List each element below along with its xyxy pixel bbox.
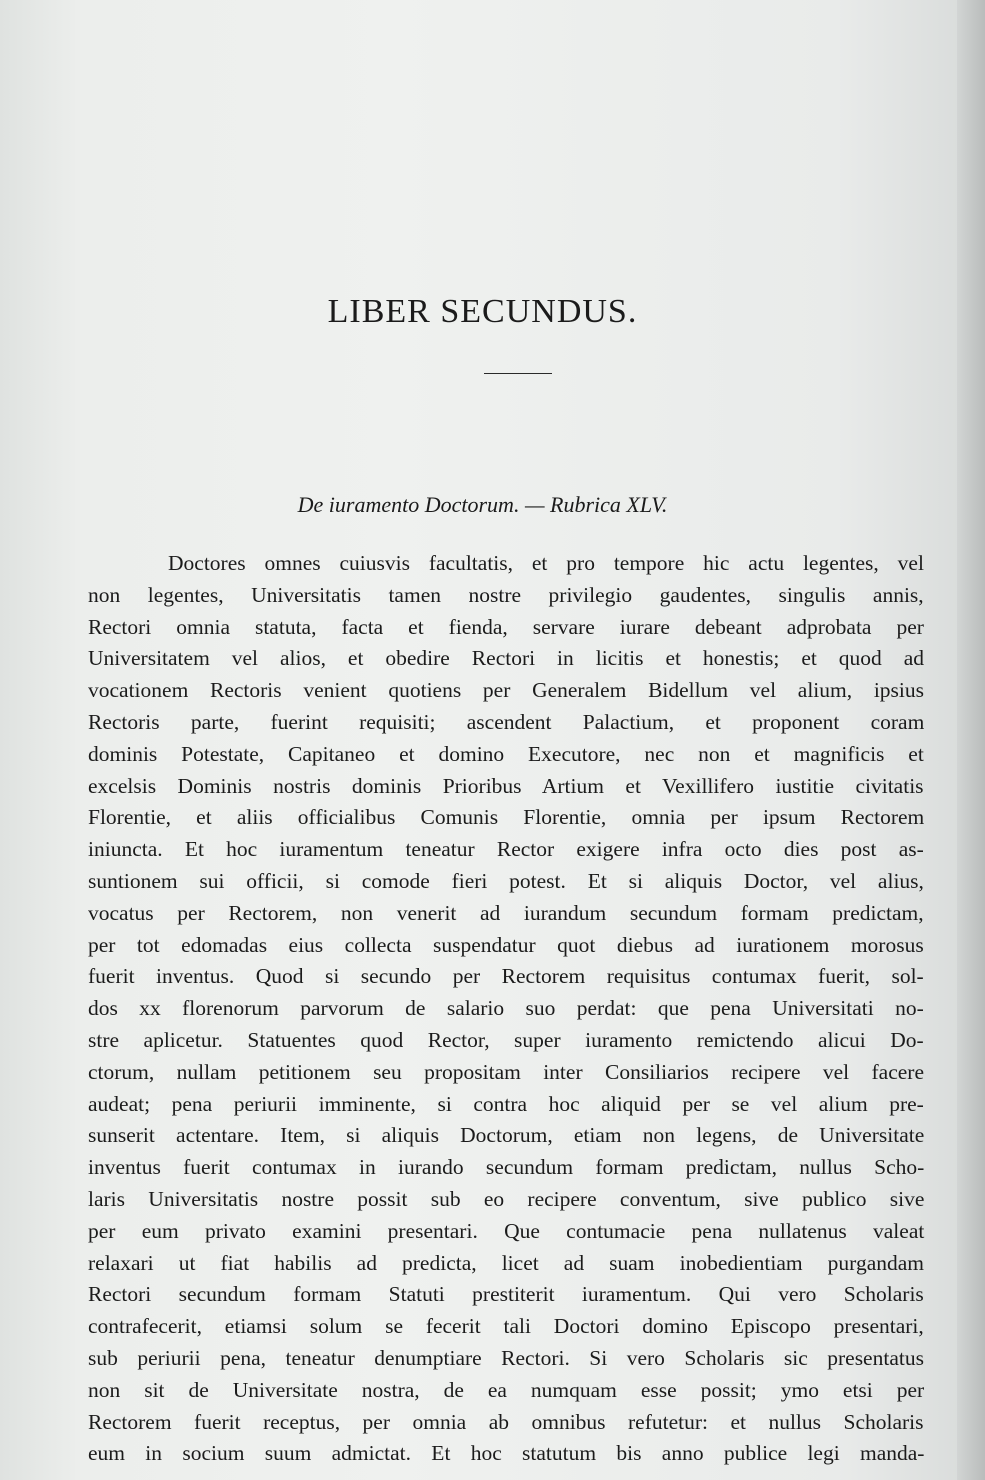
page-edge-shadow [957, 0, 985, 1480]
text-line: relaxari ut fiat habilis ad predicta, licet ad suam inobedientiam purgandam [88, 1250, 925, 1275]
text-line: fuerit inventus. Quod si secundo per Rectorem requisitus contumax fuerit, sol- [88, 964, 924, 989]
text-line: suntionem sui officii, si comode fieri potest. Et si aliquis Doctor, vel alius, [88, 868, 924, 893]
text-line: inventus fuerit contumax in iurando secundum formam predictam, nullus Scho- [88, 1155, 925, 1180]
text-line: Rectori secundum formam Statuti prestiterit iuramentum. Qui vero Scholaris [88, 1282, 924, 1307]
show-through-text [90, 90, 930, 610]
text-line: laris Universitatis nostre possit sub eo recipere conventum, sive publico sive [88, 1186, 925, 1211]
text-line: Rectorem fuerit receptus, per omnia ab omnibus refutetur: et nullus Scholaris [88, 1409, 924, 1434]
text-line: stre aplicetur. Statuentes quod Rector, super iuramento remictendo alicui Do- [88, 1027, 924, 1052]
text-line: sunserit actentare. Item, si aliquis Doctorum, etiam non legens, de Universitate [88, 1123, 925, 1148]
rubric-heading: De iuramento Doctorum. — Rubrica XLV. [297, 492, 668, 517]
text-line: Florentie, et aliis officialibus Comunis Florentie, omnia per ipsum Rectorem [88, 805, 925, 830]
text-line: Doctores omnes cuiusvis facultatis, et pro tempore hic actu legentes, vel [168, 551, 924, 575]
text-line: Rectoris parte, fuerint requisiti; ascendent Palactium, et proponent coram [88, 709, 925, 734]
text-line: vocatus per Rectorem, non venerit ad iurandum secundum formam predictam, [88, 900, 924, 925]
text-line: per eum privato examini presentari. Que contumacie pena nullatenus valeat [88, 1218, 925, 1243]
body-text [88, 548, 924, 1470]
book-title: LIBER SECUNDUS. [327, 293, 638, 330]
text-line: per tot edomadas eius collecta suspendatur quot diebus ad iurationem morosus [88, 932, 924, 957]
text-line: ctorum, nullam petitionem seu propositam inter Consiliarios recipere vel facere [88, 1059, 925, 1084]
text-line: iniuncta. Et hoc iuramentum teneatur Rector exigere infra octo dies post as- [88, 837, 924, 862]
text-line: dominis Potestate, Capitaneo et domino Executore, nec non et magnificis et [88, 741, 924, 766]
text-line: excelsis Dominis nostris dominis Prioribus Artium et Vexillifero iustitie civitatis [88, 773, 924, 798]
text-line: eum in socium suum admictat. Et hoc statutum bis anno publice legi manda- [88, 1441, 925, 1466]
title-rule [484, 373, 552, 374]
text-line: dos xx florenorum parvorum de salario suo perdat: que pena Universitati no- [88, 996, 924, 1021]
text-line: non sit de Universitate nostra, de ea numquam esse possit; ymo etsi per [88, 1377, 925, 1402]
text-line: contrafecerit, etiamsi solum se fecerit tali Doctori domino Episcopo presentari, [88, 1314, 924, 1339]
text-line: non legentes, Universitatis tamen nostre privilegio gaudentes, singulis annis, [88, 582, 924, 607]
text-line: sub periurii pena, teneatur denumptiare Rectori. Si vero Scholaris sic presentatus [88, 1345, 924, 1370]
text-line: Universitatem vel alios, et obedire Rectori in licitis et honestis; et quod ad [88, 646, 925, 671]
text-line: Rectori omnia statuta, facta et fienda, servare iurare debeant adprobata per [88, 614, 924, 639]
text-line: vocationem Rectoris venient quotiens per Generalem Bidellum vel alium, ipsius [88, 678, 924, 703]
text-line: audeat; pena periurii imminente, si contra hoc aliquid per se vel alium pre- [88, 1091, 924, 1116]
